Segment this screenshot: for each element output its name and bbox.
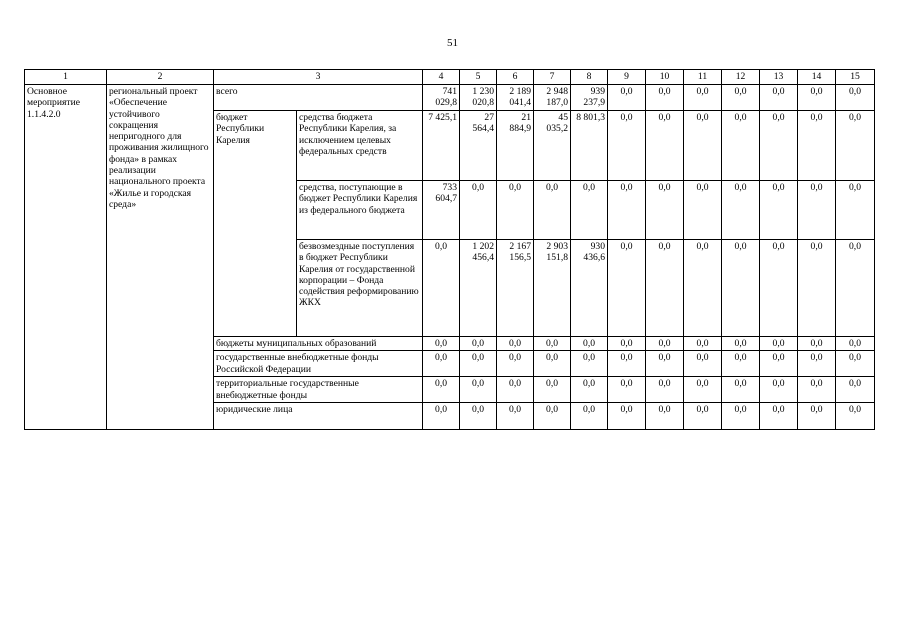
value-cell: 0,0 <box>571 181 608 240</box>
value-cell: 0,0 <box>534 403 571 430</box>
value-cell: 733 604,7 <box>423 181 460 240</box>
value-cell: 2 903 151,8 <box>534 240 571 337</box>
value-cell: 0,0 <box>460 351 497 377</box>
value-cell: 0,0 <box>497 377 534 403</box>
value-cell: 0,0 <box>798 377 836 403</box>
value-cell: 0,0 <box>646 351 684 377</box>
value-cell: 0,0 <box>798 351 836 377</box>
value-cell: 0,0 <box>608 351 646 377</box>
value-cell: 930 436,6 <box>571 240 608 337</box>
value-cell: 0,0 <box>836 377 875 403</box>
value-cell: 0,0 <box>423 377 460 403</box>
header-cell: 4 <box>423 70 460 85</box>
value-cell: 0,0 <box>684 85 722 111</box>
value-cell: 0,0 <box>646 85 684 111</box>
table-row <box>25 85 875 111</box>
value-cell: 0,0 <box>608 377 646 403</box>
header-cell: 12 <box>722 70 760 85</box>
page-number: 51 <box>447 37 458 49</box>
value-cell: 8 801,3 <box>571 111 608 181</box>
value-cell: 0,0 <box>497 403 534 430</box>
header-cell: 10 <box>646 70 684 85</box>
value-cell: 0,0 <box>760 181 798 240</box>
header-cell: 3 <box>214 70 423 85</box>
value-cell: 0,0 <box>798 337 836 351</box>
header-cell: 7 <box>534 70 571 85</box>
header-cell: 1 <box>25 70 107 85</box>
header-cell: 13 <box>760 70 798 85</box>
header-cell: 8 <box>571 70 608 85</box>
value-cell: 0,0 <box>646 181 684 240</box>
value-cell: 0,0 <box>722 240 760 337</box>
value-cell: 0,0 <box>684 377 722 403</box>
value-cell: 0,0 <box>684 111 722 181</box>
value-cell: 45 035,2 <box>534 111 571 181</box>
value-cell: 0,0 <box>836 85 875 111</box>
value-cell: 0,0 <box>646 377 684 403</box>
value-cell: 0,0 <box>571 377 608 403</box>
header-cell: 5 <box>460 70 497 85</box>
value-cell: 0,0 <box>722 351 760 377</box>
header-cell: 14 <box>798 70 836 85</box>
value-cell: 0,0 <box>836 240 875 337</box>
value-cell: 0,0 <box>497 351 534 377</box>
row-label: средства бюджета Республики Карелия, за исключением целевых федеральных средств <box>297 111 423 181</box>
value-cell: 741 029,8 <box>423 85 460 111</box>
value-cell: 0,0 <box>497 337 534 351</box>
value-cell: 1 230 020,8 <box>460 85 497 111</box>
value-cell: 0,0 <box>423 240 460 337</box>
value-cell: 0,0 <box>684 351 722 377</box>
value-cell: 0,0 <box>460 181 497 240</box>
value-cell: 0,0 <box>760 403 798 430</box>
value-cell: 0,0 <box>836 337 875 351</box>
header-row <box>25 70 875 85</box>
header-cell: 15 <box>836 70 875 85</box>
value-cell: 0,0 <box>684 240 722 337</box>
value-cell: 0,0 <box>460 337 497 351</box>
row-label: всего <box>214 85 423 111</box>
row-label: бюджеты муниципальных образований <box>214 337 423 351</box>
value-cell: 2 167 156,5 <box>497 240 534 337</box>
value-cell: 0,0 <box>684 403 722 430</box>
value-cell: 0,0 <box>798 111 836 181</box>
value-cell: 0,0 <box>836 181 875 240</box>
value-cell: 0,0 <box>798 181 836 240</box>
header-cell: 2 <box>107 70 214 85</box>
value-cell: 0,0 <box>646 337 684 351</box>
value-cell: 0,0 <box>534 377 571 403</box>
value-cell: 0,0 <box>423 351 460 377</box>
value-cell: 0,0 <box>608 85 646 111</box>
value-cell: 0,0 <box>460 403 497 430</box>
value-cell: 0,0 <box>423 403 460 430</box>
value-cell: 0,0 <box>684 337 722 351</box>
value-cell: 0,0 <box>646 403 684 430</box>
row-label: юридические лица <box>214 403 423 430</box>
project-name-cell: региональный проект «Обеспечение устойчивого сокращения непригодного для проживания жилищного фонда» в рамках реализации национального проекта «Жилье и городская среда» <box>107 85 214 430</box>
value-cell: 1 202 456,4 <box>460 240 497 337</box>
value-cell: 21 884,9 <box>497 111 534 181</box>
value-cell: 0,0 <box>571 403 608 430</box>
value-cell: 0,0 <box>798 85 836 111</box>
value-cell: 0,0 <box>534 181 571 240</box>
value-cell: 0,0 <box>571 351 608 377</box>
funding-table <box>24 69 875 430</box>
value-cell: 0,0 <box>534 337 571 351</box>
value-cell: 0,0 <box>646 111 684 181</box>
value-cell: 0,0 <box>722 403 760 430</box>
row-label: безвозмездные поступления в бюджет Республики Карелия от государственной корпорации – Фонда содействия реформированию ЖКХ <box>297 240 423 337</box>
value-cell: 0,0 <box>608 181 646 240</box>
value-cell: 0,0 <box>608 111 646 181</box>
value-cell: 0,0 <box>760 240 798 337</box>
value-cell: 0,0 <box>571 337 608 351</box>
row-label: государственные внебюджетные фонды Российской Федерации <box>214 351 423 377</box>
value-cell: 7 425,1 <box>423 111 460 181</box>
value-cell: 0,0 <box>497 181 534 240</box>
value-cell: 0,0 <box>722 337 760 351</box>
value-cell: 2 189 041,4 <box>497 85 534 111</box>
budget-group-cell: бюджет Республики Карелия <box>214 111 297 337</box>
value-cell: 0,0 <box>722 111 760 181</box>
value-cell: 0,0 <box>608 240 646 337</box>
header-cell: 6 <box>497 70 534 85</box>
value-cell: 0,0 <box>722 377 760 403</box>
value-cell: 0,0 <box>684 181 722 240</box>
value-cell: 0,0 <box>760 85 798 111</box>
value-cell: 0,0 <box>836 111 875 181</box>
value-cell: 2 948 187,0 <box>534 85 571 111</box>
value-cell: 0,0 <box>836 351 875 377</box>
value-cell: 0,0 <box>760 377 798 403</box>
value-cell: 27 564,4 <box>460 111 497 181</box>
value-cell: 0,0 <box>760 351 798 377</box>
value-cell: 0,0 <box>460 377 497 403</box>
value-cell: 0,0 <box>608 337 646 351</box>
row-label: территориальные государственные внебюджетные фонды <box>214 377 423 403</box>
value-cell: 0,0 <box>760 337 798 351</box>
value-cell: 0,0 <box>836 403 875 430</box>
header-cell: 9 <box>608 70 646 85</box>
activity-code-cell: Основное мероприятие 1.1.4.2.0 <box>25 85 107 430</box>
value-cell: 0,0 <box>798 240 836 337</box>
value-cell: 0,0 <box>423 337 460 351</box>
value-cell: 0,0 <box>534 351 571 377</box>
value-cell: 939 237,9 <box>571 85 608 111</box>
value-cell: 0,0 <box>722 181 760 240</box>
row-label: средства, поступающие в бюджет Республики Карелия из федерального бюджета <box>297 181 423 240</box>
value-cell: 0,0 <box>798 403 836 430</box>
value-cell: 0,0 <box>646 240 684 337</box>
header-cell: 11 <box>684 70 722 85</box>
value-cell: 0,0 <box>608 403 646 430</box>
value-cell: 0,0 <box>722 85 760 111</box>
value-cell: 0,0 <box>760 111 798 181</box>
